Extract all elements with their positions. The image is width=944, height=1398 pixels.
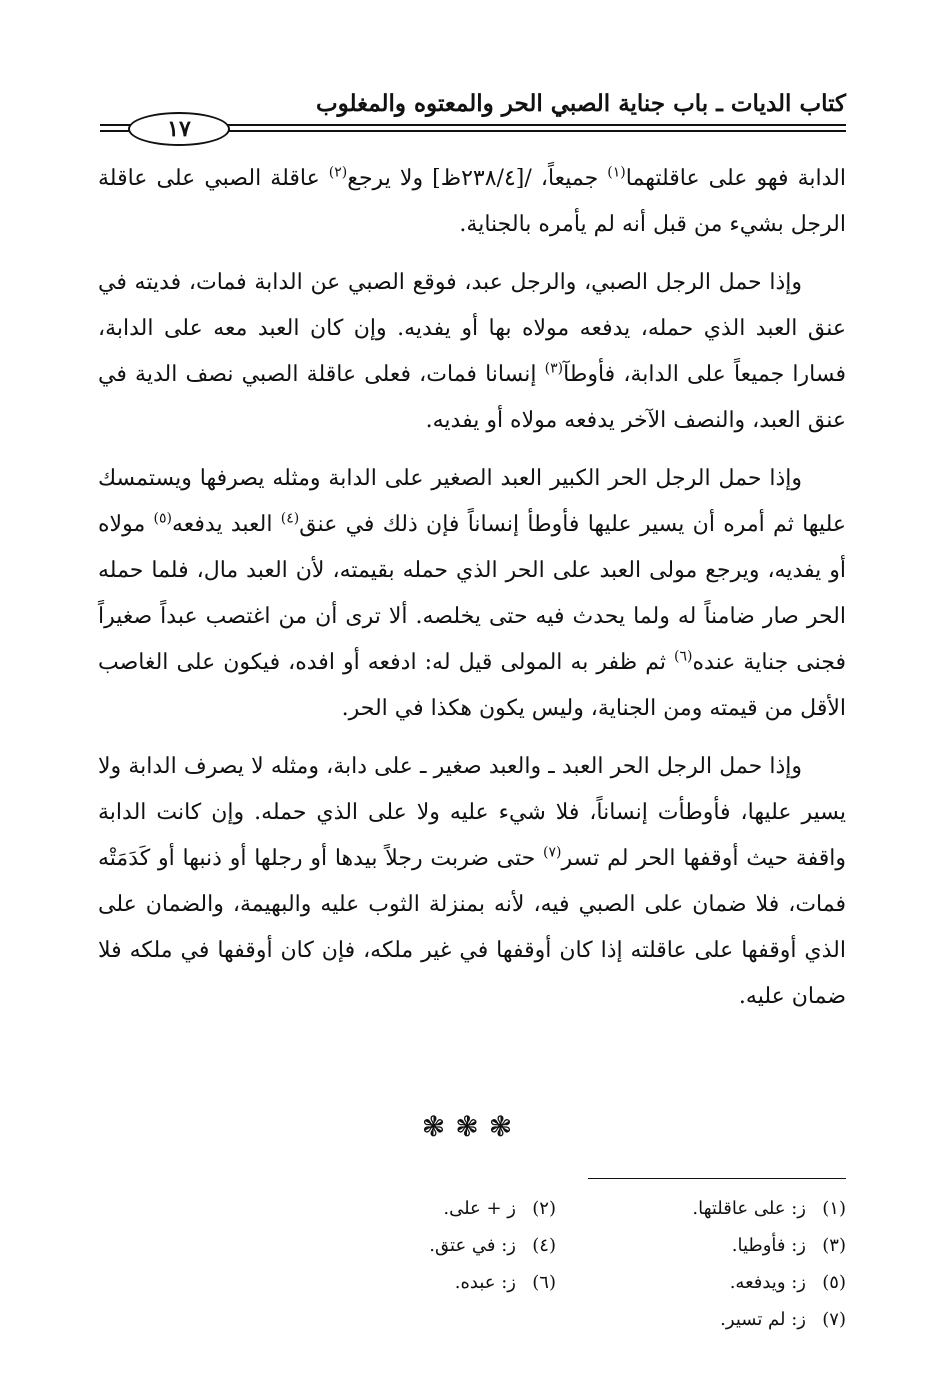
footnote-5: (٥)ز: ويدفعه. [729,1272,846,1293]
footnote-3: (٣)ز: فأوطيا. [731,1235,846,1256]
text-run: وإذا حمل الرجل الصبي، والرجل عبد، فوقع الصبي عن الدابة فمات، فديته في عنق العبد الذي حمله، يدفعه مولاه بها أو يفديه. وإن كان العبد معه على الدابة، فسارا جميعاً على الدابة، فأوطآ [98,270,846,387]
footnotes [266,1190,846,1338]
footnote-marker: (١) [607,164,626,181]
footnote-6: (٦)ز: عبده. [454,1272,556,1293]
footnote-7: (٧)ز: لم تسير. [720,1309,846,1330]
section-separator: ❃❃❃ [421,1110,523,1143]
footnote-marker: (٢) [328,164,348,181]
footnote-rule [588,1178,846,1179]
text-run: حتى ضربت رجلاً بيدها أو رجلها أو ذنبها أو كَدَمَتْه فمات، فلا ضمان على الصبي فيه، لأنه بمنزلة الثوب عليه والبهيمة، والضمان على الذي أوقفها على عاقلته إذا كان أوقفها في غير ملكه، فإن كان أوقفها في ملكه فلا ضمان عليه. [98,846,846,1009]
text-run: عاقلة الصبي على عاقلة الرجل بشيء من قبل أنه لم يأمره بالجناية. [98,166,846,237]
footnote-4: (٤)ز: في عتق. [429,1235,556,1256]
text-run: وإذا حمل الرجل الحر العبد ـ والعبد صغير ـ على دابة، ومثله لا يصرف الدابة ولا يسير عليها، فأوطأت إنساناً، فلا شيء عليه ولا على الذي حمله. وإن كانت الدابة واقفة حيث أوقفها الحر لم تسر [98,754,846,871]
text-run: جميعاً، /[٢٣٨/٤ظ] ولا يرجع [347,166,608,191]
text-run: وإذا حمل الرجل الحر الكبير العبد الصغير على الدابة ومثله يصرفها ويستمسك عليها ثم أمره أن يسير عليها فأوطأ إنساناً فإن ذلك في عنق [98,466,846,537]
footnote-row [266,1190,846,1227]
footnote-1: (١)ز: على عاقلتها. [692,1198,846,1219]
footnote-marker: (٦) [674,648,693,665]
paragraph [98,260,846,444]
page-number: ١٧ [128,112,230,146]
text-run: مولاه أو يفديه، ويرجع مولى العبد على الحر الذي حمله بقيمته، لأن العبد مال، فلما حمله الحر صار ضامناً له ولما يحدث فيه حتى يخلصه. ألا ترى أن من اغتصب عبداً صغيراً فجنى جناية عنده [98,512,846,675]
footnote-marker: (٤) [280,510,300,527]
text-run: العبد يدفعه [171,512,281,537]
footnote-2: (٢)ز + على. [443,1198,556,1219]
text-run: إنسانا فمات، فعلى عاقلة الصبي نصف الدية في عنق العبد، والنصف الآخر يدفعه مولاه أو يفديه. [98,362,846,433]
text-run: ثم ظفر به المولى قيل له: ادفعه أو افده، فيكون على الغاصب الأقل من قيمته ومن الجناية، وليس يكون هكذا في الحر. [98,650,846,721]
footnote-marker: (٥) [153,510,172,527]
paragraph [98,744,846,1020]
footnote-marker: (٧) [543,844,562,861]
footnote-marker: (٣) [544,360,564,377]
paragraph [98,456,846,732]
paragraph [98,156,846,248]
running-header [98,90,846,142]
main-text [98,156,846,1032]
footnote-row [266,1301,846,1338]
chapter-title: كتاب الديات ـ باب جناية الصبي الحر والمعتوه والمغلوب [315,90,846,117]
footnote-row [266,1227,846,1264]
text-run: الدابة فهو على عاقلتهما [625,166,846,191]
footnote-row [266,1264,846,1301]
